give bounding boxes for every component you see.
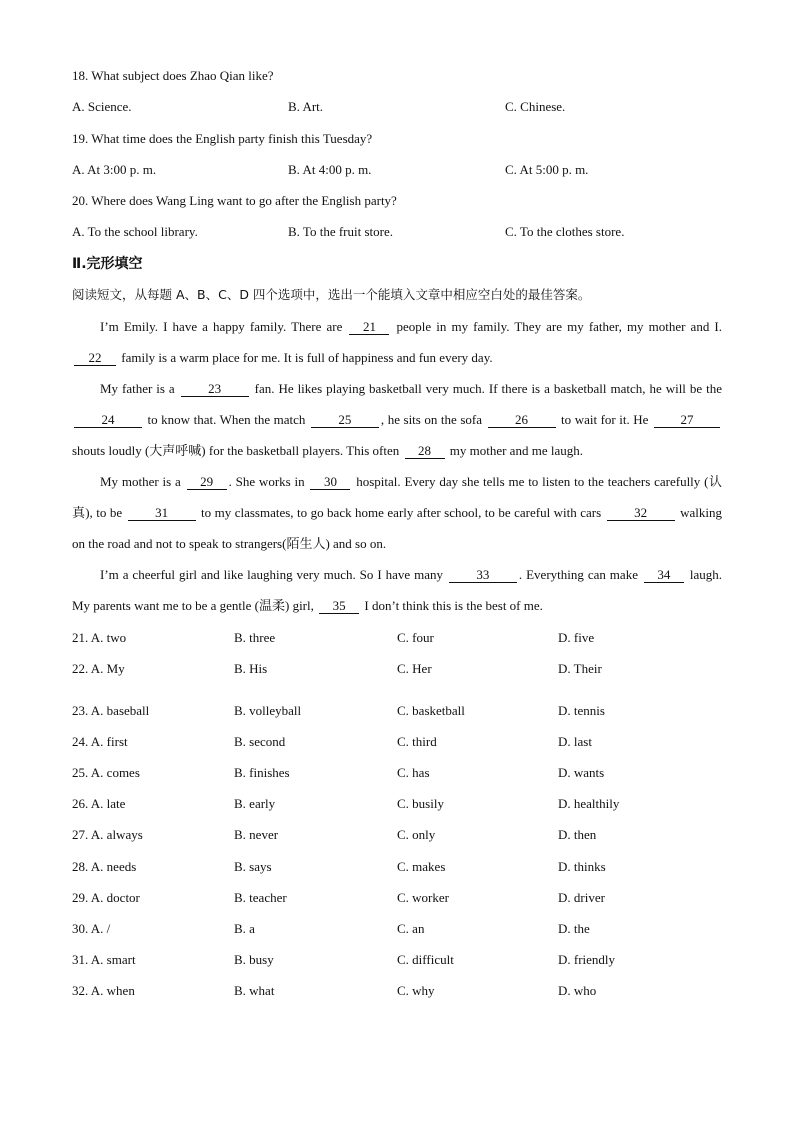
option-c: C. worker (397, 890, 449, 905)
option-c: C. makes (397, 859, 446, 874)
option-c: C. At 5:00 p. m. (505, 162, 589, 177)
option-row-21 (72, 629, 724, 647)
option-a: 25. A. comes (72, 765, 140, 780)
option-a: 26. A. late (72, 796, 126, 811)
option-a: 21. A. two (72, 630, 127, 645)
option-b: B. never (234, 827, 279, 842)
blank-34: 34 (644, 567, 684, 583)
option-a: A. Science. (72, 99, 132, 114)
option-row-22 (72, 660, 724, 678)
passage (72, 311, 722, 621)
option-a: 22. A. My (72, 661, 125, 676)
option-c: C. To the clothes store. (505, 224, 625, 239)
question-18-options (72, 98, 724, 116)
option-a: 29. A. doctor (72, 890, 140, 905)
blank-31: 31 (128, 505, 196, 521)
question-19: 19. What time does the English party finish this Tuesday? (72, 131, 373, 146)
option-d: D. then (558, 827, 597, 842)
blank-29: 29 (187, 474, 227, 490)
section-title: Ⅱ.完形填空 (72, 256, 143, 272)
option-d: D. driver (558, 890, 605, 905)
option-c: C. difficult (397, 952, 454, 967)
option-d: D. wants (558, 765, 605, 780)
option-d: D. five (558, 630, 595, 645)
option-c: C. only (397, 827, 436, 842)
blank-32: 32 (607, 505, 675, 521)
blank-24: 24 (74, 412, 142, 428)
paragraph-1: I’m Emily. I have a happy family. There are 21 people in my family. They are my father, my mother and I. 22 family is a warm place for me. It is full of happiness and fun every day. (72, 311, 722, 373)
option-a: 23. A. baseball (72, 703, 150, 718)
option-c: C. has (397, 765, 430, 780)
option-a: 27. A. always (72, 827, 143, 842)
option-row-29 (72, 889, 724, 907)
option-d: D. the (558, 921, 590, 936)
blank-33: 33 (449, 567, 517, 583)
option-a: A. At 3:00 p. m. (72, 162, 157, 177)
question-20: 20. Where does Wang Ling want to go after the English party? (72, 193, 397, 208)
option-c: C. basketball (397, 703, 465, 718)
option-b: B. says (234, 859, 272, 874)
blank-22: 22 (74, 350, 116, 366)
option-a: 28. A. needs (72, 859, 137, 874)
blank-27: 27 (654, 412, 720, 428)
option-d: D. last (558, 734, 592, 749)
blank-21: 21 (349, 319, 389, 335)
option-b: B. busy (234, 952, 274, 967)
question-18: 18. What subject does Zhao Qian like? (72, 68, 274, 83)
option-b: B. teacher (234, 890, 287, 905)
option-row-30 (72, 920, 724, 938)
option-row-26 (72, 795, 724, 813)
option-c: C. an (397, 921, 425, 936)
option-b: B. second (234, 734, 286, 749)
option-a: 30. A. / (72, 921, 111, 936)
paragraph-2: My father is a 23 fan. He likes playing basketball very much. If there is a basketball match, he will be the 24 to know that. When the match 25 , he sits on the sofa 26 to wait for it. He 27 shouts loudly (大声呼喊) for the basketball players. This often 28 my mother and me laugh. (72, 381, 722, 458)
blank-35: 35 (319, 598, 359, 614)
paragraph-3: My mother is a 29 . She works in 30 hospital. Every day she tells me to listen to the teachers carefully (认真), to be 31 to my classmates, to go back home early after school, to be careful with cars 32 walking on the road and not to speak to strangers(陌生人) and so on. (72, 474, 722, 551)
blank-28: 28 (405, 443, 445, 459)
option-row-25 (72, 764, 724, 782)
section-instruction: 阅读短文，从每题 A、B、C、D 四个选项中，选出一个能填入文章中相应空白处的最佳答案。 (72, 287, 591, 302)
option-row-28 (72, 858, 724, 876)
option-d: D. healthily (558, 796, 620, 811)
option-d: D. Their (558, 661, 602, 676)
blank-25: 25 (311, 412, 379, 428)
option-b: B. a (234, 921, 255, 936)
option-b: B. His (234, 661, 268, 676)
option-c: C. Chinese. (505, 99, 566, 114)
option-a: 31. A. smart (72, 952, 136, 967)
option-row-27 (72, 826, 724, 844)
option-a: 24. A. first (72, 734, 128, 749)
option-d: D. thinks (558, 859, 606, 874)
option-c: C. four (397, 630, 434, 645)
option-c: C. third (397, 734, 437, 749)
option-c: C. Her (397, 661, 432, 676)
option-b: B. what (234, 983, 275, 998)
option-b: B. three (234, 630, 276, 645)
option-row-31 (72, 951, 724, 969)
blank-30: 30 (310, 474, 350, 490)
option-b: B. early (234, 796, 276, 811)
question-19-options (72, 161, 724, 179)
option-d: D. tennis (558, 703, 605, 718)
option-row-32 (72, 982, 724, 1000)
blank-23: 23 (181, 381, 249, 397)
option-b: B. To the fruit store. (288, 224, 394, 239)
option-a: 32. A. when (72, 983, 135, 998)
option-a: A. To the school library. (72, 224, 198, 239)
option-c: C. why (397, 983, 435, 998)
option-b: B. volleyball (234, 703, 302, 718)
option-b: B. At 4:00 p. m. (288, 162, 372, 177)
option-b: B. finishes (234, 765, 290, 780)
blank-26: 26 (488, 412, 556, 428)
paragraph-4: I’m a cheerful girl and like laughing very much. So I have many 33 . Everything can make 34 laugh. My parents want me to be a gentle (温柔) girl, 35 I don’t think this is the best of me. (72, 567, 722, 613)
question-20-options (72, 223, 724, 241)
option-row-24 (72, 733, 724, 751)
option-b: B. Art. (288, 99, 324, 114)
option-d: D. who (558, 983, 597, 998)
option-d: D. friendly (558, 952, 616, 967)
option-c: C. busily (397, 796, 444, 811)
option-row-23 (72, 702, 724, 720)
